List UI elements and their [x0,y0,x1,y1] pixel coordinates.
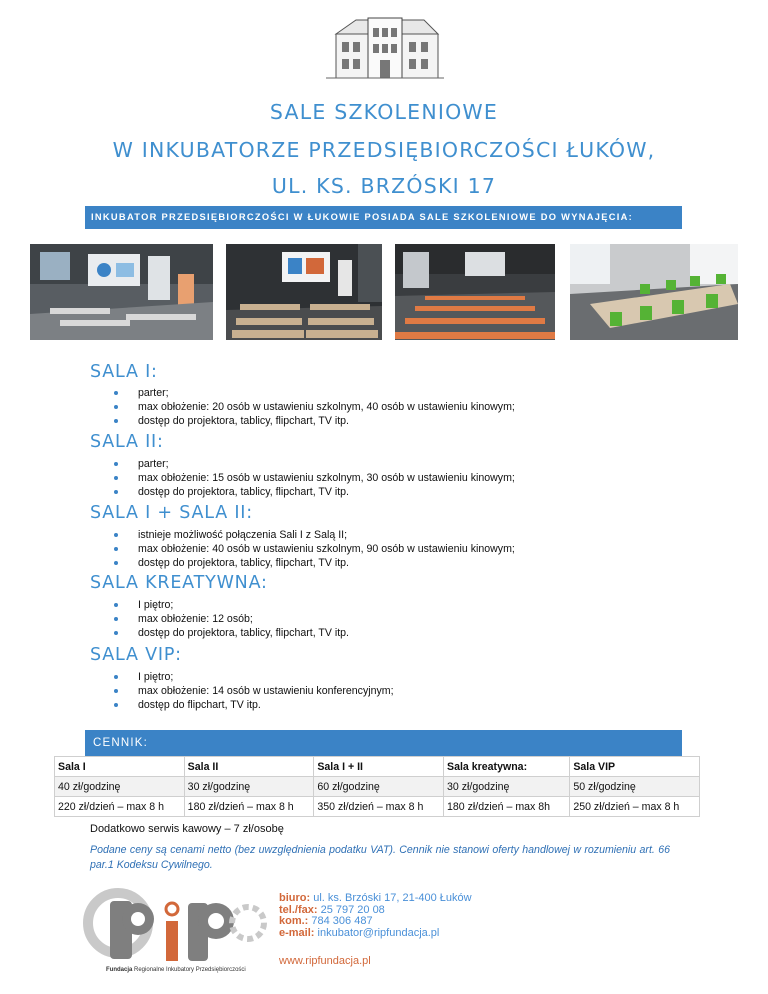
list-item: max obłożenie: 40 osób w ustawieniu szkolnym, 90 osób w ustawieniu kinowym; [112,542,515,556]
page-title-line-3: UL. KS. BRZÓSKI 17 [271,174,497,198]
list-item: max obłożenie: 20 osób w ustawieniu szkolnym, 40 osób w ustawieniu kinowym; [112,400,515,414]
room-heading-sala-vip: SALA VIP: [90,645,182,665]
table-cell: 350 zł/dzień – max 8 h [314,797,444,817]
list-item: istnieje możliwość połączenia Sali I z Salą II; [112,528,515,542]
room-heading-sala-2: SALA II: [90,432,164,452]
mobile-label: kom.: [279,915,309,928]
table-header-cell: Sala II [184,757,314,777]
table-header-cell: Sala kreatywna: [444,757,570,777]
email-value[interactable]: inkubator@ripfundacja.pl [314,926,440,939]
list-item: dostęp do projektora, tablicy, flipchart, TV itp. [112,556,515,570]
table-header-cell: Sala I + II [314,757,444,777]
training-room-photo-2 [226,244,382,340]
list-item: I piętro; [112,670,394,684]
room-heading-sala-1-2: SALA I + SALA II: [90,503,253,523]
room-features-sala-vip [112,670,394,712]
list-item: max obłożenie: 12 osób; [112,612,349,626]
room-features-sala-1 [112,386,515,428]
table-row [55,797,700,817]
list-item: dostęp do projektora, tablicy, flipchart, TV itp. [112,414,515,428]
room-heading-sala-1: SALA I: [90,362,158,382]
contact-block [279,893,472,939]
coffee-service-note: Dodatkowo serwis kawowy – 7 zł/osobę [90,823,284,835]
training-room-photo-1 [30,244,213,340]
intro-banner: INKUBATOR PRZEDSIĘBIORCZOŚCI W ŁUKOWIE POSIADA SALE SZKOLENIOWE DO WYNAJĘCIA: [85,206,682,229]
table-row [55,777,700,797]
room-features-sala-kreatywna [112,598,349,640]
room-features-sala-2 [112,457,515,499]
list-item: max obłożenie: 14 osób w ustawieniu konferencyjnym; [112,684,394,698]
address-label: biuro: [279,892,311,904]
website-link[interactable]: www.ripfundacja.pl [279,955,371,967]
table-cell: 50 zł/godzinę [570,777,700,797]
table-cell: 180 zł/dzień – max 8 h [184,797,314,817]
list-item: dostęp do projektora, tablicy, flipchart, TV itp. [112,626,349,640]
page-title-line-1: SALE SZKOLENIOWE [269,100,499,124]
list-item: parter; [112,457,515,471]
email-label: e-mail: [279,926,315,939]
list-item: I piętro; [112,598,349,612]
table-cell: 220 zł/dzień – max 8 h [55,797,185,817]
table-header-cell: Sala I [55,757,185,777]
list-item: max obłożenie: 15 osób w ustawieniu szkolnym, 30 osób w ustawieniu kinowym; [112,471,515,485]
table-cell: 30 zł/godzinę [444,777,570,797]
table-header-cell: Sala VIP [570,757,700,777]
conference-room-photo-4 [570,244,738,340]
building-sketch-image [326,14,444,80]
address-value: ul. ks. Brzóski 17, 21-400 Łuków [310,892,472,904]
phone-value: 25 797 20 08 [317,903,385,916]
page-title-line-2: W INKUBATORZE PRZEDSIĘBIORCZOŚCI ŁUKÓW, [112,138,656,162]
table-cell: 30 zł/godzinę [184,777,314,797]
table-cell: 180 zł/dzień – max 8h [444,797,570,817]
phone-label: tel./fax: [279,903,318,916]
email-line [279,928,472,940]
table-cell: 250 zł/dzień – max 8 h [570,797,700,817]
table-cell: 60 zł/godzinę [314,777,444,797]
list-item: dostęp do projektora, tablicy, flipchart, TV itp. [112,485,515,499]
pricing-heading: CENNIK: [85,730,682,757]
logo-caption [106,967,246,973]
logo-caption-rest: Regionalne Inkubatory Przedsiębiorczości [132,967,246,973]
pricing-table [54,756,700,817]
table-header-row [55,757,700,777]
logo-caption-bold: Fundacja [106,967,133,973]
list-item: parter; [112,386,515,400]
training-room-photo-3 [395,244,555,340]
room-features-sala-1-2 [112,528,515,570]
table-cell: 40 zł/godzinę [55,777,185,797]
mobile-value: 784 306 487 [308,915,373,928]
list-item: dostęp do flipchart, TV itp. [112,698,394,712]
price-disclaimer: Podane ceny są cenami netto (bez uwzględnienia podatku VAT). Cennik nie stanowi oferty handlowej w rozumieniu art. 66 par.1 Kodeksu Cywilnego. [90,844,670,871]
room-heading-sala-kreatywna: SALA KREATYWNA: [90,573,268,593]
